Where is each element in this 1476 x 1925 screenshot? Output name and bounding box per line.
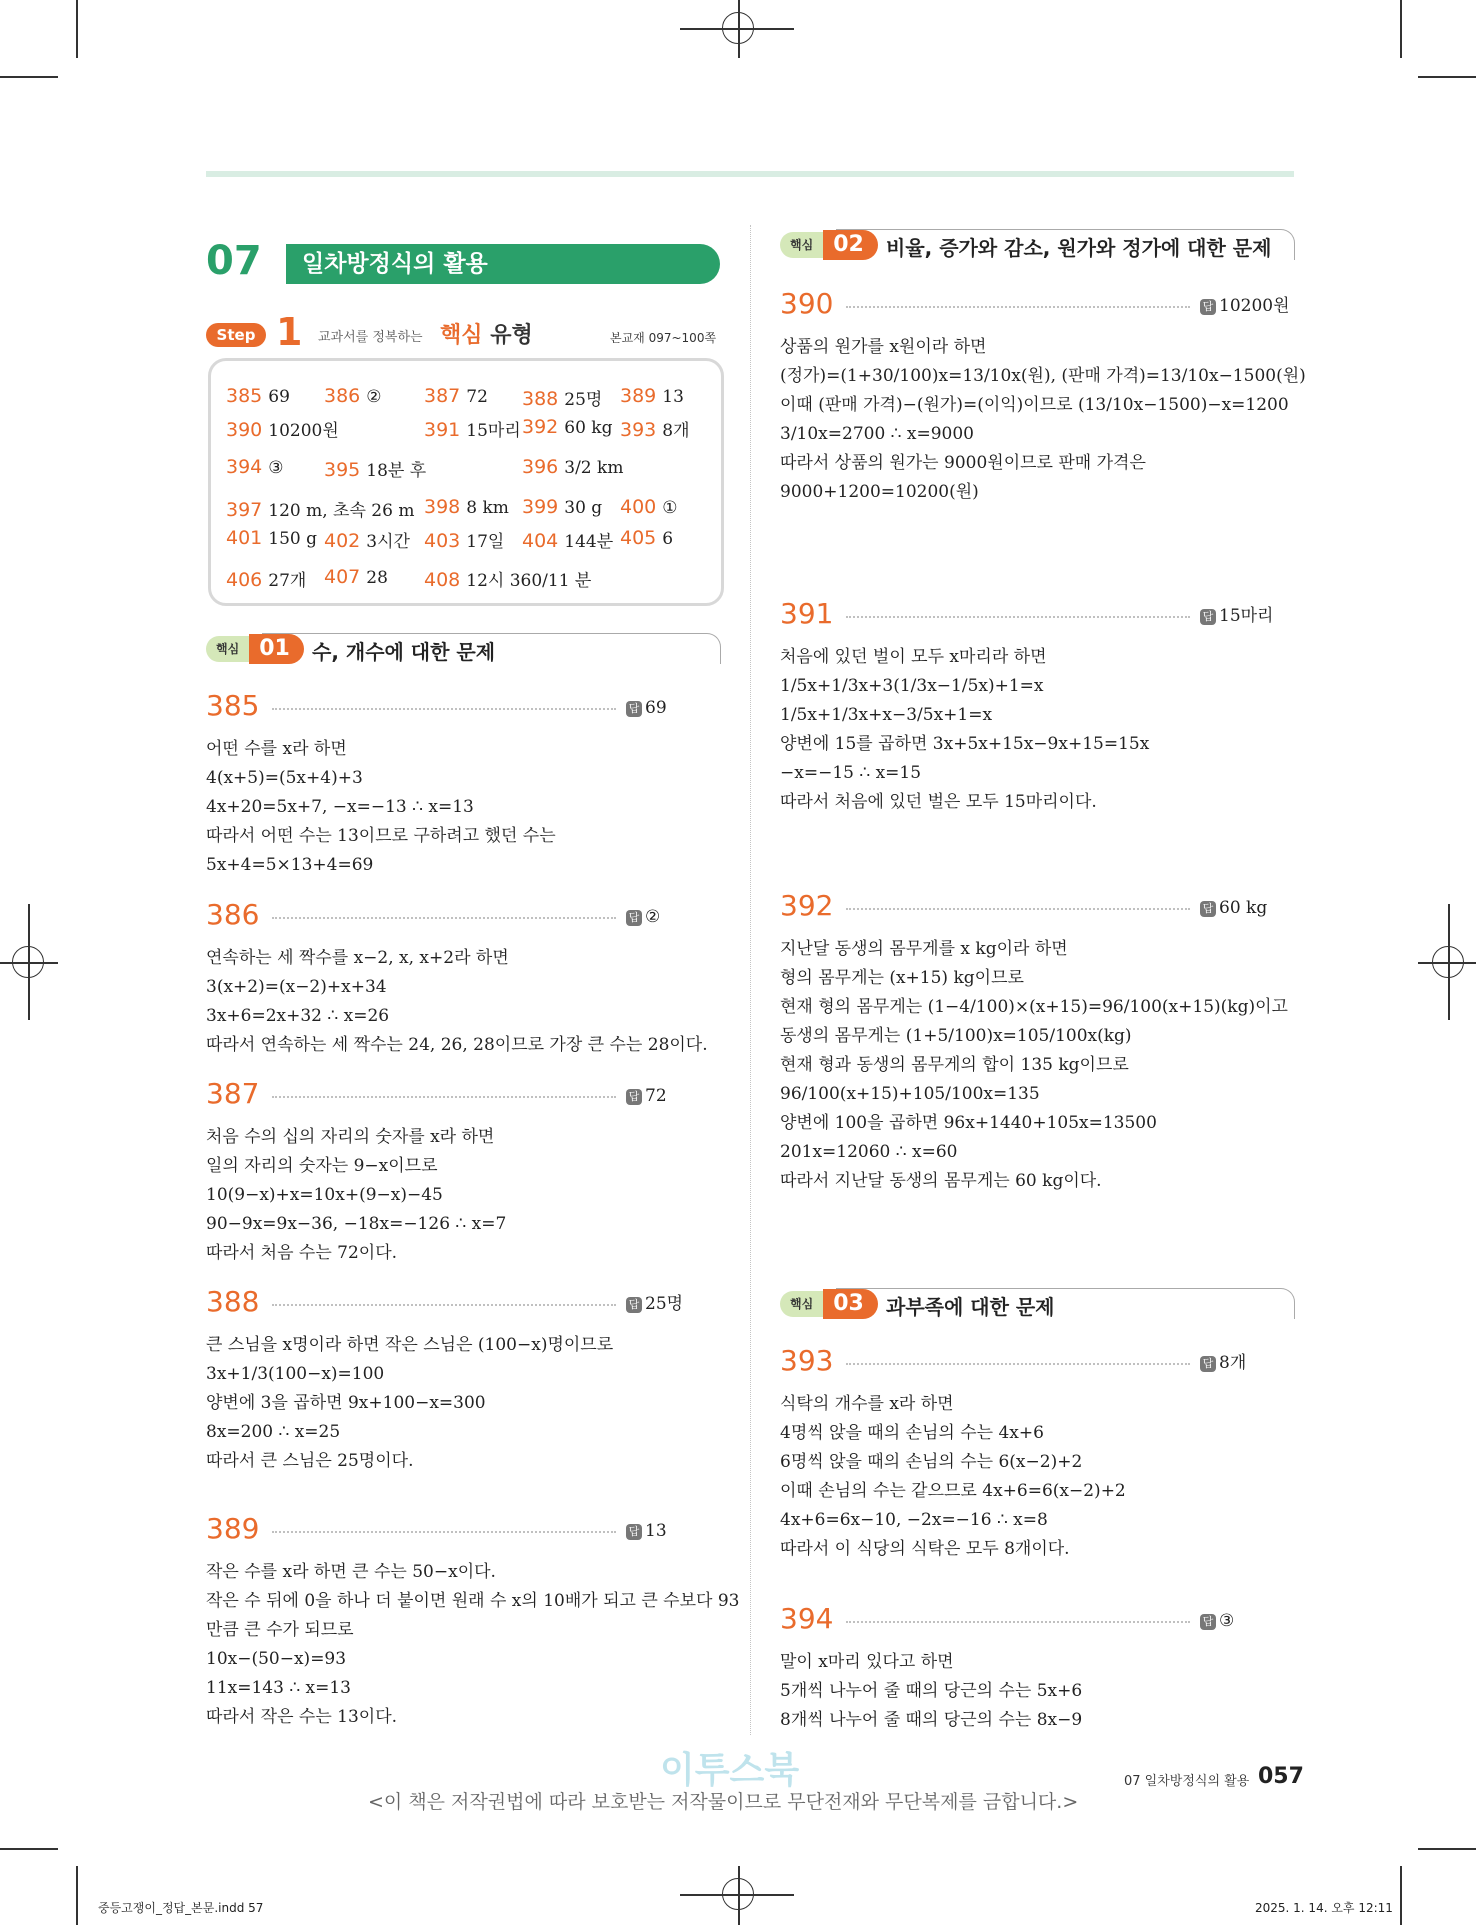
answer-mark-icon: 답	[1200, 1356, 1216, 1372]
section-title-01: 수, 개수에 대한 문제	[312, 640, 496, 664]
step-label: Step	[206, 323, 266, 347]
solution-line: 동생의 몸무게는 (1+5/100)x=105/100x(kg)	[780, 1026, 1132, 1046]
problem-number: 391	[780, 597, 834, 630]
solution-line: 작은 수를 x라 하면 큰 수는 50−x이다.	[206, 1562, 496, 1582]
solution-line: 어떤 수를 x라 하면	[206, 739, 347, 759]
answer-item: 385 69	[226, 385, 290, 407]
solution-text	[206, 1331, 613, 1476]
problem-number: 386	[206, 898, 260, 931]
solution-text	[206, 1123, 506, 1268]
solution-line: 5x+4=5×13+4=69	[206, 855, 374, 875]
problem-number: 393	[780, 1344, 834, 1377]
problem-number: 387	[206, 1077, 260, 1110]
solution-line: 11x=143 ∴ x=13	[206, 1678, 351, 1698]
solution-line: 10x−(50−x)=93	[206, 1649, 347, 1669]
answer-mark-icon: 답	[626, 701, 642, 717]
answer-item: 408 12시 360/11 분	[424, 569, 592, 591]
solution-line: 8개씩 나누어 줄 때의 당근의 수는 8x−9	[780, 1710, 1083, 1730]
solution-text	[780, 1648, 1082, 1735]
publisher-logo: 이투스북	[660, 1750, 800, 1791]
answer-mark-icon: 답	[1200, 299, 1216, 315]
crop-mark	[1418, 76, 1476, 78]
solution-line: 96/100(x+15)+105/100x=135	[780, 1084, 1040, 1104]
problem-answer: 답 72	[626, 1085, 667, 1107]
step-subtitle: 교과서를 정복하는	[318, 330, 423, 345]
chapter-number: 07	[206, 238, 262, 284]
problem-number: 389	[206, 1512, 260, 1545]
leader-dots	[272, 1304, 616, 1306]
section-title-03: 과부족에 대한 문제	[886, 1295, 1055, 1319]
problem-answer: 답 8개	[1200, 1352, 1246, 1374]
solution-line: 연속하는 세 짝수를 x−2, x, x+2라 하면	[206, 948, 509, 968]
answer-item: 388 25명	[522, 388, 603, 410]
problem-number: 385	[206, 689, 260, 722]
answer-mark-icon: 답	[1200, 1614, 1216, 1630]
answer-item: 391 15마리	[424, 419, 521, 441]
page-number: 057	[1258, 1764, 1304, 1789]
solution-line: 6명씩 앉을 때의 손님의 수는 6(x−2)+2	[780, 1452, 1083, 1472]
solution-text	[780, 643, 1149, 817]
solution-line: 만큼 큰 수가 되므로	[206, 1620, 354, 1640]
solution-line: 지난달 동생의 몸무게를 x kg이라 하면	[780, 939, 1068, 959]
solution-line: −x=−15 ∴ x=15	[780, 763, 922, 783]
copyright-notice: <이 책은 저작권법에 따라 보호받는 저작물이므로 무단전재와 무단복제를 금합니다.>	[368, 1791, 1079, 1813]
solution-line: 따라서 상품의 원가는 9000원이므로 판매 가격은	[780, 453, 1146, 473]
solution-line: 처음 수의 십의 자리의 숫자를 x라 하면	[206, 1127, 495, 1147]
leader-dots	[846, 616, 1190, 618]
crop-mark	[0, 76, 58, 78]
textbook-page-reference: 본교재 097~100쪽	[610, 331, 717, 345]
answer-item: 393 8개	[620, 419, 690, 441]
solution-line: 따라서 어떤 수는 13이므로 구하려고 했던 수는	[206, 826, 556, 846]
answer-item: 403 17일	[424, 530, 505, 552]
leader-dots	[272, 917, 616, 919]
footer-chapter-label: 07 일차방정식의 활용	[1124, 1774, 1250, 1789]
problem-number: 394	[780, 1602, 834, 1635]
header-rule	[206, 171, 1294, 177]
solution-line: 9000+1200=10200(원)	[780, 482, 979, 502]
problem-number: 390	[780, 287, 834, 320]
solution-line: 상품의 원가를 x원이라 하면	[780, 337, 987, 357]
answer-item: 402 3시간	[324, 530, 410, 552]
answer-item: 399 30 g	[522, 496, 603, 518]
solution-text	[206, 735, 556, 880]
answer-mark-icon: 답	[626, 1089, 642, 1105]
problem-answer: 답 15마리	[1200, 605, 1273, 627]
crop-mark	[76, 1866, 78, 1925]
solution-line: 형의 몸무게는 (x+15) kg이므로	[780, 968, 1024, 988]
print-slug-file: 중등고쟁이_정답_본문.indd 57	[98, 1901, 264, 1915]
solution-line: 10(9−x)+x=10x+(9−x)−45	[206, 1185, 443, 1205]
solution-line: 1/5x+1/3x+3(1/3x−1/5x)+1=x	[780, 676, 1044, 696]
answer-item: 407 28	[324, 566, 388, 588]
solution-line: 따라서 연속하는 세 짝수는 24, 26, 28이므로 가장 큰 수는 28이다.	[206, 1035, 708, 1055]
solution-line: 3x+1/3(100−x)=100	[206, 1364, 385, 1384]
leader-dots	[272, 708, 616, 710]
answer-item: 398 8 km	[424, 496, 509, 518]
solution-line: 3x+6=2x+32 ∴ x=26	[206, 1006, 390, 1026]
answer-item: 404 144분	[522, 530, 614, 552]
solution-line: 3/10x=2700 ∴ x=9000	[780, 424, 974, 444]
answer-item: 387 72	[424, 385, 488, 407]
problem-answer: 답 25명	[626, 1293, 683, 1315]
solution-line: 3(x+2)=(x−2)+x+34	[206, 977, 387, 997]
chapter-title: 일차방정식의 활용	[302, 251, 488, 277]
answer-item: 397 120 m, 초속 26 m	[226, 499, 415, 521]
answer-mark-icon: 답	[1200, 609, 1216, 625]
solution-line: 일의 자리의 숫자는 9−x이므로	[206, 1156, 438, 1176]
crop-mark	[1418, 1848, 1476, 1850]
section-badge-03: 핵심 03	[780, 1289, 878, 1319]
solution-text	[780, 1390, 1126, 1564]
solution-line: 말이 x마리 있다고 하면	[780, 1652, 954, 1672]
solution-line: 작은 수 뒤에 0을 하나 더 붙이면 원래 수 x의 10배가 되고 큰 수보다 93	[206, 1591, 740, 1611]
answer-item: 392 60 kg	[522, 416, 613, 438]
solution-line: 이때 손님의 수는 같으므로 4x+6=6(x−2)+2	[780, 1481, 1126, 1501]
answer-item: 389 13	[620, 385, 684, 407]
step-main-title: 핵심 유형	[440, 323, 533, 348]
solution-line: 따라서 지난달 동생의 몸무게는 60 kg이다.	[780, 1171, 1102, 1191]
problem-answer: 답 ③	[1200, 1610, 1234, 1632]
solution-text	[206, 944, 708, 1060]
solution-line: 8x=200 ∴ x=25	[206, 1422, 341, 1442]
answer-item: 406 27개	[226, 569, 307, 591]
print-slug-date: 2025. 1. 14. 오후 12:11	[1255, 1901, 1393, 1915]
answer-item: 400 ①	[620, 496, 678, 518]
solution-line: 201x=12060 ∴ x=60	[780, 1142, 958, 1162]
solution-line: 현재 형의 몸무게는 (1−4/100)×(x+15)=96/100(x+15)(kg)이고	[780, 997, 1288, 1017]
solution-line: 90−9x=9x−36, −18x=−126 ∴ x=7	[206, 1214, 507, 1234]
solution-line: 5개씩 나누어 줄 때의 당근의 수는 5x+6	[780, 1681, 1083, 1701]
solution-text	[780, 333, 1306, 507]
section-title-02: 비율, 증가와 감소, 원가와 정가에 대한 문제	[886, 236, 1272, 260]
answer-mark-icon: 답	[626, 910, 642, 926]
answer-mark-icon: 답	[626, 1297, 642, 1313]
solution-text	[206, 1558, 739, 1732]
solution-line: 큰 스님을 x명이라 하면 작은 스님은 (100−x)명이므로	[206, 1335, 614, 1355]
solution-line: 4x+20=5x+7, −x=−13 ∴ x=13	[206, 797, 474, 817]
answer-item: 396 3/2 km	[522, 456, 624, 478]
solution-line: 4x+6=6x−10, −2x=−16 ∴ x=8	[780, 1510, 1048, 1530]
answer-item: 401 150 g	[226, 527, 317, 549]
leader-dots	[846, 908, 1190, 910]
answer-item: 386 ②	[324, 385, 382, 407]
solution-line: 4명씩 앉을 때의 손님의 수는 4x+6	[780, 1423, 1044, 1443]
problem-number: 388	[206, 1285, 260, 1318]
solution-line: 양변에 100을 곱하면 96x+1440+105x=13500	[780, 1113, 1157, 1133]
step-number: 1	[276, 310, 303, 354]
crop-mark	[76, 0, 78, 58]
crop-mark	[1400, 1866, 1402, 1925]
problem-answer: 답 13	[626, 1520, 667, 1542]
answer-item: 395 18분 후	[324, 459, 427, 481]
solution-line: 식탁의 개수를 x라 하면	[780, 1394, 954, 1414]
solution-line: 처음에 있던 벌이 모두 x마리라 하면	[780, 647, 1047, 667]
problem-number: 392	[780, 889, 834, 922]
leader-dots	[846, 306, 1190, 308]
section-badge-01: 핵심 01	[206, 634, 304, 664]
solution-line: 따라서 큰 스님은 25명이다.	[206, 1451, 414, 1471]
solution-line: 양변에 15를 곱하면 3x+5x+15x−9x+15=15x	[780, 734, 1150, 754]
solution-line: 현재 형과 동생의 몸무게의 합이 135 kg이므로	[780, 1055, 1129, 1075]
solution-line: 따라서 처음 수는 72이다.	[206, 1243, 398, 1263]
problem-answer: 답 69	[626, 697, 667, 719]
solution-line: 4(x+5)=(5x+4)+3	[206, 768, 363, 788]
crop-mark	[1400, 0, 1402, 58]
column-divider	[750, 225, 751, 1735]
answer-mark-icon: 답	[626, 1524, 642, 1540]
solution-line: 이때 (판매 가격)−(원가)=(이익)이므로 (13/10x−1500)−x=1200	[780, 395, 1289, 415]
solution-line: 따라서 이 식당의 식탁은 모두 8개이다.	[780, 1539, 1070, 1559]
leader-dots	[846, 1621, 1190, 1623]
solution-line: 따라서 처음에 있던 벌은 모두 15마리이다.	[780, 792, 1097, 812]
crop-mark	[0, 1848, 58, 1850]
section-badge-02: 핵심 02	[780, 230, 878, 260]
problem-answer: 답 ②	[626, 906, 660, 928]
solution-text	[780, 935, 1288, 1196]
problem-answer: 답 60 kg	[1200, 897, 1267, 919]
leader-dots	[846, 1363, 1190, 1365]
leader-dots	[272, 1096, 616, 1098]
solution-line: 양변에 3을 곱하면 9x+100−x=300	[206, 1393, 486, 1413]
answer-item: 405 6	[620, 527, 674, 549]
answer-item: 394 ③	[226, 456, 284, 478]
answer-item: 390 10200원	[226, 419, 339, 441]
answer-mark-icon: 답	[1200, 901, 1216, 917]
solution-line: 따라서 작은 수는 13이다.	[206, 1707, 398, 1727]
leader-dots	[272, 1531, 616, 1533]
solution-line: (정가)=(1+30/100)x=13/10x(원), (판매 가격)=13/10x−1500(원)	[780, 366, 1306, 386]
solution-line: 1/5x+1/3x+x−3/5x+1=x	[780, 705, 993, 725]
problem-answer: 답 10200원	[1200, 295, 1290, 317]
